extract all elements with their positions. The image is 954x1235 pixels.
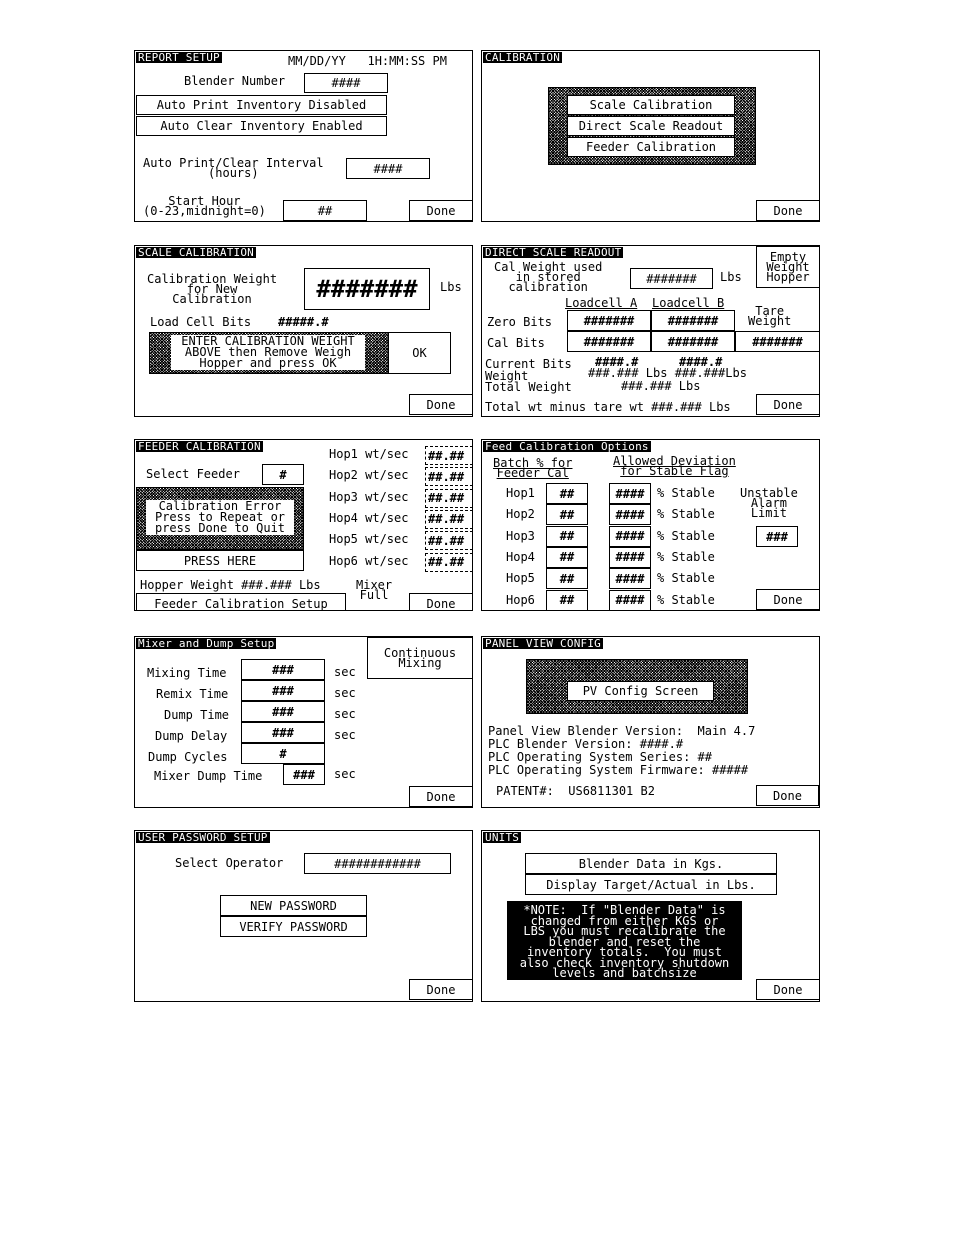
auto-print-inventory-button[interactable]: Auto Print Inventory Disabled — [136, 95, 387, 115]
select-feeder-label: Select Feeder — [146, 467, 240, 481]
done-button[interactable]: Done — [756, 394, 820, 415]
tare-weight-label: Tare Weight — [748, 304, 792, 328]
mixer-setting-input[interactable]: ### — [241, 680, 325, 701]
user-password-panel — [134, 830, 473, 1002]
mixer-full-label: Mixer Full — [356, 578, 393, 602]
batch-percent-input[interactable]: ## — [546, 483, 588, 504]
current-bits-label: Current Bits — [485, 357, 572, 371]
display-target-units-button[interactable]: Display Target/Actual in Lbs. — [525, 874, 777, 895]
hop-rate-value: ##.## — [425, 446, 473, 465]
done-button[interactable]: Done — [756, 785, 819, 806]
mixer-setting-input[interactable]: # — [241, 743, 325, 764]
batch-percent-input[interactable]: ## — [546, 568, 588, 589]
allowed-deviation-header: Allowed Deviation for Stable Flag — [613, 454, 736, 478]
deviation-input[interactable]: #### — [609, 483, 651, 504]
zero-bits-label: Zero Bits — [487, 315, 553, 329]
mixer-dump-time-label: Mixer Dump Time — [154, 769, 263, 783]
mixer-setting-label: Remix Time — [156, 687, 229, 701]
scale-calibration-button[interactable]: Scale Calibration — [567, 95, 735, 115]
total-minus-tare: Total wt minus tare wt ###.### Lbs — [485, 400, 731, 414]
panel-title: Mixer and Dump Setup — [138, 637, 275, 650]
instruction-text: ENTER CALIBRATION WEIGHT ABOVE then Remove Weigh Hopper and press OK — [171, 335, 365, 370]
deviation-input[interactable]: #### — [609, 568, 651, 589]
stable-label: % Stable — [657, 571, 715, 586]
hop-rate-label: Hop3 wt/sec — [329, 489, 409, 504]
info-line-1: Panel View Blender Version: Main 4.7 — [488, 724, 756, 738]
recalibration-note: *NOTE: If "Blender Data" is changed from either KGS or LBS you must recalibrate the blender and reset the inventory totals. You must also check inventory shutdown levels and batchsize — [507, 901, 742, 980]
batch-percent-input[interactable]: ## — [546, 547, 588, 568]
interval-label: Auto Print/Clear Interval (hours) — [143, 156, 324, 180]
panel-title: UNITS — [485, 831, 520, 844]
cal-weight-label: Calibration Weight for New Calibration — [147, 272, 278, 306]
loadcell-b-header: Loadcell B — [652, 296, 725, 310]
hop-label: Hop2 — [506, 507, 535, 522]
info-line-2: PLC Blender Version: ####.# — [488, 737, 684, 751]
batch-percent-input[interactable]: ## — [546, 504, 588, 525]
start-hour-label: Start Hour (0-23,midnight=0) — [143, 194, 266, 218]
mixer-setting-input[interactable]: ### — [241, 701, 325, 722]
mixer-setting-input[interactable]: ### — [241, 659, 325, 680]
blender-data-units-button[interactable]: Blender Data in Kgs. — [525, 853, 777, 874]
hop-label: Hop3 — [506, 528, 535, 543]
hop-rate-label: Hop4 wt/sec — [329, 510, 409, 525]
hop-rate-value: ##.## — [425, 467, 473, 486]
mixer-setting-unit: sec — [334, 728, 356, 742]
hop-rate-label: Hop5 wt/sec — [329, 532, 409, 547]
continuous-mixing-label: Continuous Mixing — [383, 646, 457, 670]
patent-number: PATENT#: US6811301 B2 — [496, 784, 655, 798]
cal-weight-input[interactable]: ####### — [304, 268, 430, 310]
done-button[interactable]: Done — [409, 786, 473, 807]
info-line-3: PLC Operating System Series: ## — [488, 750, 712, 764]
ok-button[interactable]: OK — [388, 332, 451, 374]
select-feeder-input[interactable]: # — [262, 464, 304, 485]
panel-title: DIRECT SCALE READOUT — [485, 246, 622, 259]
info-line-4: PLC Operating System Firmware: ##### — [488, 763, 749, 777]
lbs-unit: Lbs — [720, 270, 742, 284]
cal-bits-a: ####### — [567, 331, 651, 352]
calibration-panel — [481, 50, 820, 222]
start-hour-input[interactable]: ## — [283, 200, 367, 221]
hopper-weight: Hopper Weight ###.### Lbs — [140, 578, 321, 592]
batch-percent-input[interactable]: ## — [546, 590, 588, 611]
panel-view-config-panel — [481, 636, 820, 808]
done-button[interactable]: Done — [756, 589, 820, 610]
panel-title: PANEL VIEW CONFIG — [485, 637, 601, 650]
mixer-setting-unit: sec — [334, 686, 356, 700]
zero-bits-b: ####### — [651, 310, 735, 331]
total-weight-label: Total Weight — [485, 380, 572, 394]
batch-percent-header: Batch % for Feeder Cal — [493, 456, 573, 480]
hop-label: Hop4 — [506, 549, 535, 564]
mixer-setting-label: Dump Cycles — [148, 750, 228, 764]
report-setup-panel — [134, 50, 473, 222]
batch-percent-input[interactable]: ## — [546, 526, 588, 547]
panel-title: SCALE CALIBRATION — [138, 246, 254, 259]
mixer-dump-time-unit: sec — [334, 767, 356, 781]
cal-weight-value: ####### — [630, 268, 713, 289]
hop-label: Hop5 — [506, 571, 535, 586]
pv-config-screen-button[interactable]: PV Config Screen — [567, 681, 714, 701]
lbs-unit: Lbs — [440, 280, 462, 294]
mixer-dump-time-input[interactable]: ### — [283, 764, 325, 785]
hop-rate-value: ##.## — [425, 531, 473, 550]
done-button[interactable]: Done — [409, 979, 473, 1000]
unstable-alarm-input[interactable]: ### — [756, 526, 798, 547]
weight-label: Weight — [485, 369, 529, 383]
mixer-setting-unit: sec — [334, 707, 356, 721]
stable-label: % Stable — [657, 486, 715, 500]
cal-bits-label: Cal Bits — [487, 336, 545, 350]
mixer-setting-label: Dump Delay — [155, 729, 228, 743]
blender-number-input[interactable]: #### — [304, 73, 388, 93]
deviation-input[interactable]: #### — [609, 547, 651, 568]
verify-password-button[interactable]: VERIFY PASSWORD — [220, 916, 367, 937]
stable-label: % Stable — [657, 549, 715, 564]
cal-weight-label: Cal Weight used in stored calibration — [494, 260, 603, 294]
current-bits-b: ####.# — [679, 355, 723, 369]
weight-values: ###.### Lbs ###.###Lbs — [588, 366, 747, 380]
panel-title: FEEDER CALIBRATION — [138, 440, 261, 453]
mixer-setting-unit: sec — [334, 665, 356, 679]
press-here-button[interactable]: PRESS HERE — [136, 550, 304, 571]
direct-scale-readout-panel — [481, 245, 820, 417]
load-cell-bits-label: Load Cell Bits — [150, 315, 252, 329]
blender-number-label: Blender Number — [184, 74, 286, 88]
hop-rate-value: ##.## — [425, 553, 473, 572]
hop-label: Hop1 — [506, 486, 535, 500]
hop-rate-label: Hop2 wt/sec — [329, 468, 409, 483]
mixer-dump-panel — [134, 636, 473, 808]
tare-weight-value: ####### — [735, 331, 820, 352]
current-bits-a: ####.# — [595, 355, 639, 369]
interval-input[interactable]: #### — [346, 158, 430, 179]
cal-bits-b: ####### — [651, 331, 735, 352]
stable-label: % Stable — [657, 507, 715, 522]
panel-title: CALIBRATION — [485, 51, 561, 64]
auto-clear-inventory-button[interactable]: Auto Clear Inventory Enabled — [136, 116, 387, 136]
deviation-input[interactable]: #### — [609, 590, 651, 611]
total-weight-value: ###.### Lbs — [621, 379, 701, 393]
panel-title: REPORT SETUP — [138, 51, 220, 64]
datetime: MM/DD/YY 1H:MM:SS PM — [288, 54, 447, 68]
deviation-input[interactable]: #### — [609, 504, 651, 525]
done-button[interactable]: Done — [409, 200, 473, 221]
done-button[interactable]: Done — [409, 593, 473, 611]
deviation-input[interactable]: #### — [609, 526, 651, 547]
new-password-button[interactable]: NEW PASSWORD — [220, 895, 367, 916]
hop-rate-label: Hop6 wt/sec — [329, 553, 409, 568]
select-operator-label: Select Operator — [175, 856, 284, 870]
empty-weight-hopper-label: Empty Weight Hopper — [766, 250, 810, 284]
direct-scale-readout-button[interactable]: Direct Scale Readout — [567, 116, 735, 136]
hop-rate-value: ##.## — [425, 489, 473, 508]
hop-label: Hop6 — [506, 592, 535, 607]
load-cell-bits-value: #####.# — [278, 315, 329, 329]
mixer-setting-label: Dump Time — [164, 708, 230, 722]
zero-bits-a: ####### — [567, 310, 651, 331]
empty-weight-hopper-button[interactable] — [756, 246, 820, 288]
feeder-calibration-panel — [134, 439, 473, 611]
continuous-mixing-button[interactable] — [367, 637, 473, 679]
panel-title: USER PASSWORD SETUP — [138, 831, 268, 844]
hop-rate-value: ##.## — [425, 510, 473, 529]
scale-calibration-panel — [134, 245, 473, 417]
feed-calibration-options-panel — [481, 439, 820, 611]
mixer-setting-input[interactable]: ### — [241, 722, 325, 743]
done-button[interactable]: Done — [756, 200, 820, 221]
error-message: Calibration Error Press to Repeat or press Done to Quit — [146, 500, 294, 535]
done-button[interactable]: Done — [756, 979, 820, 1000]
stable-label: % Stable — [657, 592, 715, 607]
feeder-calibration-button[interactable]: Feeder Calibration — [567, 137, 735, 157]
units-panel — [481, 830, 820, 1002]
select-operator-input[interactable]: ############ — [304, 853, 451, 874]
mixer-setting-label: Mixing Time — [147, 666, 227, 680]
done-button[interactable]: Done — [409, 394, 473, 415]
feeder-calibration-setup-button[interactable]: Feeder Calibration Setup — [136, 593, 346, 611]
unstable-alarm-label: Unstable Alarm Limit — [740, 486, 798, 520]
stable-label: % Stable — [657, 528, 715, 543]
loadcell-a-header: Loadcell A — [565, 296, 638, 310]
panel-title: Feed Calibration Options — [485, 440, 649, 453]
hop-rate-label: Hop1 wt/sec — [329, 447, 409, 461]
